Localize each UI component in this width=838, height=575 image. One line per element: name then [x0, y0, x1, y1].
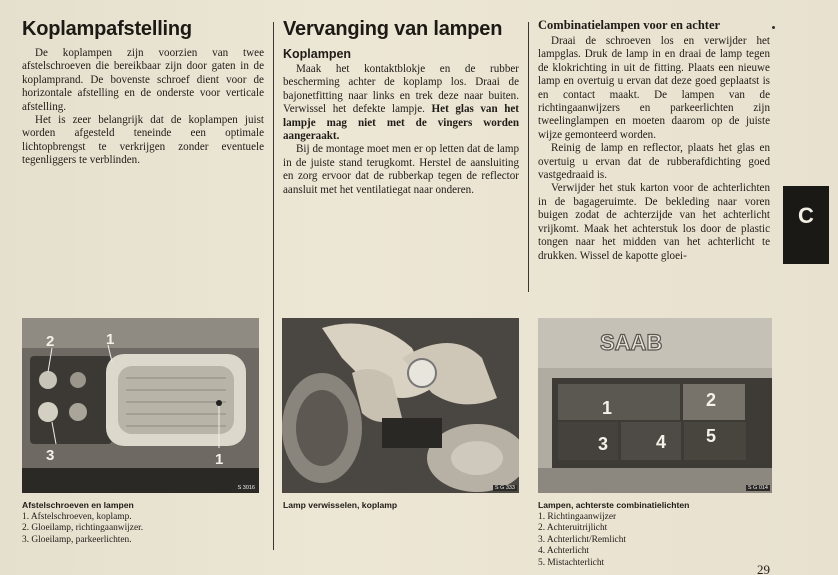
- column-divider: [528, 22, 529, 292]
- callout-label: 1: [106, 331, 115, 348]
- caption-title: Afstelschroeven en lampen: [22, 500, 134, 510]
- caption-item: 3. Gloeilamp, parkeerlichten.: [22, 534, 132, 545]
- caption-item: 2. Achteruitrijlicht: [538, 523, 608, 534]
- callout-label: 2: [46, 333, 55, 350]
- caption-item: 1. Richtingaanwijzer: [538, 511, 617, 522]
- bulb-replacement-illustration: [282, 318, 519, 493]
- caption-photo-2: [283, 500, 519, 512]
- caption-item: 3. Achterlicht/Remlicht: [538, 534, 626, 545]
- caption-list: [22, 512, 262, 547]
- column-headlamp-adjustment: [22, 18, 264, 168]
- page-number: 29: [757, 562, 770, 575]
- caption-item: 4. Achterlicht: [538, 546, 590, 557]
- lamp-label: 2: [706, 390, 717, 410]
- print-speck: [772, 26, 775, 29]
- photo-rear-lights: [538, 318, 772, 493]
- paragraph: De koplampen zijn voorzien van twee afstelschroeven die bereikbaar zijn door gaten in de koplamprand. De bovenste schroef dient voor de horizontale afstelling en de onderste voor verticale afstelling.: [22, 47, 264, 113]
- column-lamp-replacement: [283, 18, 519, 197]
- lamp-label: 3: [598, 434, 609, 454]
- lamp-label: 1: [602, 398, 613, 418]
- paragraph: Reinig de lamp en reflector, plaats het glas en overtuig u ervan dat de rubberafdichting goed vastgedraaid is.: [538, 142, 770, 182]
- caption-list: [538, 512, 770, 570]
- lamp-label: 4: [656, 432, 667, 452]
- rear-lights-illustration: [538, 318, 772, 493]
- warning-text: Het glas van het lampje mag niet met de vingers worden aangeraakt.: [283, 103, 519, 143]
- subheading-combinatielampen: Combinatielampen voor en achter: [538, 18, 721, 32]
- callout-label: 3: [46, 447, 55, 464]
- caption-item: 5. Mistachterlicht: [538, 557, 605, 568]
- chapter-letter: C: [798, 203, 814, 228]
- lamp-label: 5: [706, 426, 717, 446]
- section-title-koplampafstelling: Koplampafstelling: [22, 18, 192, 40]
- paragraph: [283, 63, 519, 143]
- caption-title: Lampen, achterste combinatielichten: [538, 500, 690, 510]
- photo-code: S G 333: [494, 485, 515, 491]
- callout-label: 1: [215, 451, 224, 468]
- section-title-vervanging: Vervanging van lampen: [283, 18, 503, 40]
- paragraph: Draai de schroeven los en verwijder het lampglas. Druk de lamp in en draai de lamp tegen de klokrichting in uit de fitting. Plaats een nieuwe lamp en overtuig u ervan dat deze goed geplaatst is en contact maakt. De lampen van de richtingaanwijzers en parkeerlichten zijn tweelinglampen en moeten daarom op de juiste wijze gemonteerd worden.: [538, 35, 770, 141]
- chapter-tab: [783, 186, 829, 264]
- paragraph: Verwijder het stuk karton voor de achterlichten in de bagageruimte. De bekleding naar voren buigen zodat de achterzijde van het achterlicht vrijkomt. Maak het achterstuk los door de plastic tongen naar het midden van het achterlicht te drukken. Wissel de kapotte gloei-: [538, 182, 770, 262]
- brand-badge: SAAB: [600, 330, 663, 355]
- photo-headlamp-adjustment: [22, 318, 259, 493]
- column-combination-lamps: [538, 18, 770, 263]
- photo-code: S G 014: [747, 485, 768, 491]
- caption-photo-3: [538, 500, 770, 570]
- subheading-koplampen: Koplampen: [283, 47, 352, 61]
- paragraph: Bij de montage moet men er op letten dat de lamp in de juiste stand terugkomt. Herstel de aansluiting en zorg ervoor dat de rubberkap tegen de reflector aansluit met het ventilatiegat naar onderen.: [283, 143, 519, 196]
- headlamp-illustration: [22, 318, 259, 493]
- caption-item: 1. Afstelschroeven, koplamp.: [22, 511, 132, 522]
- caption-title: Lamp verwisselen, koplamp: [283, 500, 398, 510]
- caption-item: 2. Gloeilamp, richtingaanwijzer.: [22, 523, 144, 534]
- photo-code: S 3016: [237, 485, 255, 491]
- paragraph: Het is zeer belangrijk dat de koplampen juist worden afgesteld teneinde een optimale lichtopbrengst te verkrijgen zonder eventuele tegenliggers te verblinden.: [22, 114, 264, 167]
- caption-photo-1: [22, 500, 262, 546]
- column-divider: [273, 22, 274, 550]
- photo-bulb-replacement: [282, 318, 519, 493]
- paragraph-text: Maak het kontaktblokje en de rubber bescherming achter de koplamp los. Draai de bajonetfitting naar links en trek deze naar buiten. Verwissel het defekte lampje.: [283, 63, 519, 116]
